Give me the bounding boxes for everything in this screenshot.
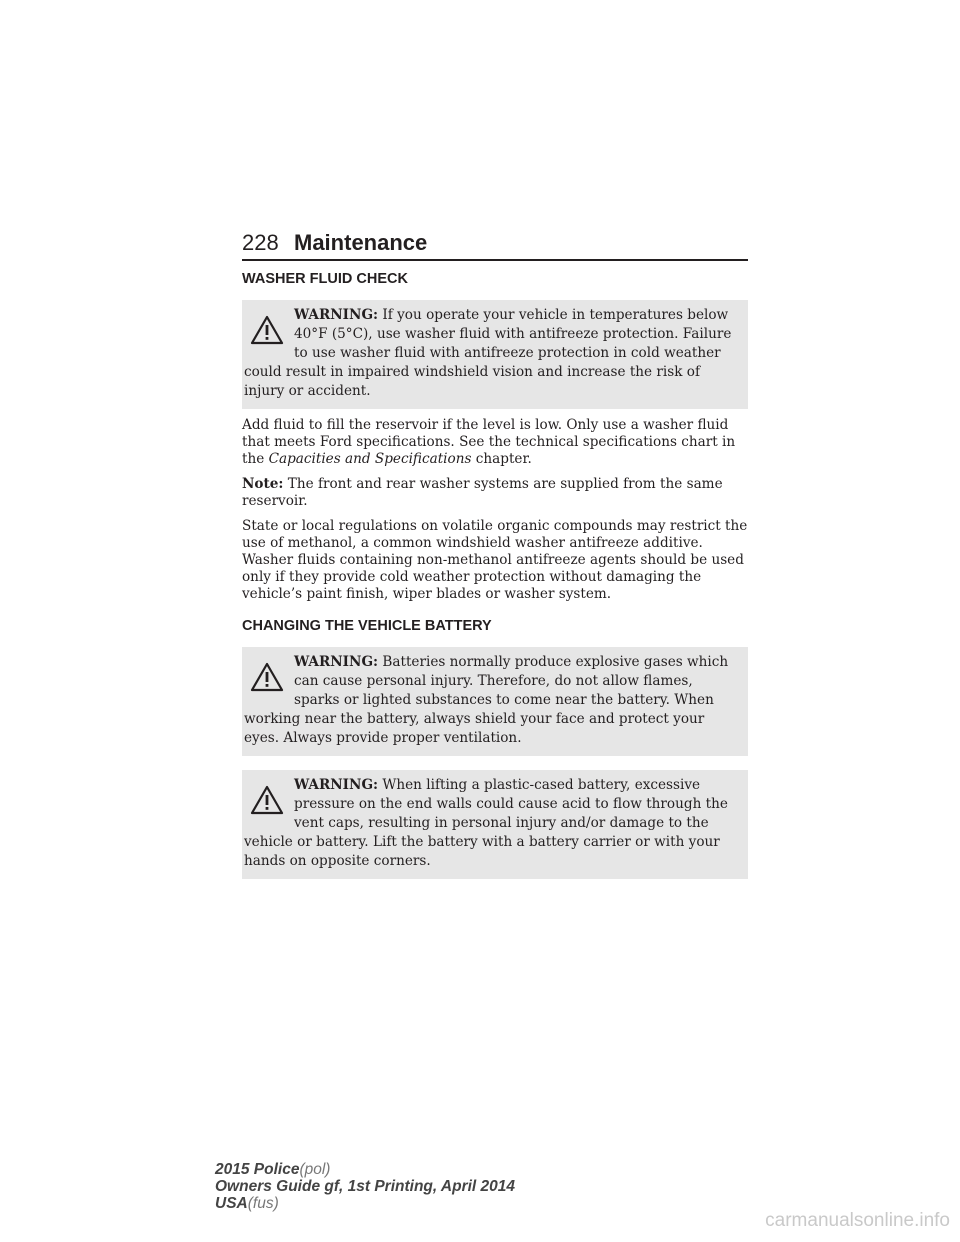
- warning-label: WARNING:: [294, 307, 379, 323]
- paragraph-regulations: State or local regulations on volatile organic compounds may restrict the use of methanol, a common windshield washer antifreeze additive. Washer fluids containing non-methanol antifreeze agents should be used only if they provide cold weather protection without damaging the vehicle’s paint finish, wiper blades or washer system.: [242, 518, 748, 602]
- footer-line-guide: Owners Guide gf, 1st Printing, April 2014: [215, 1178, 516, 1195]
- footer-line-market: [215, 1195, 515, 1212]
- warning-triangle-icon: [250, 785, 284, 815]
- warning-box-battery-gases: [242, 647, 748, 756]
- warning-box-battery-lifting: [242, 770, 748, 879]
- header-rule: [242, 259, 748, 261]
- paragraph-text: Add fluid to fill the reservoir if the level is low. Only use a washer fluid that meets Ford specifications. See the technical specifications chart in the: [242, 417, 736, 467]
- paragraph-add-fluid: [242, 417, 748, 468]
- warning-triangle-icon: [250, 315, 284, 345]
- footer-line-model: [215, 1161, 515, 1178]
- note-paragraph: [242, 476, 748, 510]
- warning-label: WARNING:: [294, 777, 379, 793]
- warning-triangle-icon: [250, 662, 284, 692]
- section-title-battery: CHANGING THE VEHICLE BATTERY: [242, 618, 492, 634]
- footer-model-code: (pol): [299, 1161, 331, 1178]
- page-content: [242, 270, 748, 879]
- footer-market: USA: [215, 1195, 248, 1212]
- footer-market-code: (fus): [247, 1195, 279, 1212]
- warning-text: If you operate your vehicle in temperatures below 40°F (5°C), use washer fluid with antifreeze protection. Failure to use washer fluid with antifreeze protection in cold weather could result in impaired windshield vision and increase the risk of injury or accident.: [244, 307, 732, 399]
- warning-text: Batteries normally produce explosive gases which can cause personal injury. Therefore, do not allow flames, sparks or lighted substances to come near the battery. When working near the battery, always shield your face and protect your eyes. Always provide proper ventilation.: [244, 654, 729, 746]
- note-label: Note:: [242, 476, 284, 492]
- watermark: carmanualsonline.info: [765, 1210, 950, 1231]
- print-footer: [215, 1161, 515, 1212]
- section-title-washer-fluid: WASHER FLUID CHECK: [242, 271, 408, 287]
- warning-label: WARNING:: [294, 654, 379, 670]
- warning-text: When lifting a plastic-cased battery, excessive pressure on the end walls could cause acid to flow through the vent caps, resulting in personal injury and/or damage to the vehicle or battery. Lift the battery with a battery carrier or with your hands on opposite corners.: [244, 777, 728, 869]
- page-number: 228: [242, 230, 279, 255]
- footer-model: 2015 Police: [215, 1161, 300, 1178]
- chapter-title: Maintenance: [294, 230, 428, 255]
- note-text: The front and rear washer systems are supplied from the same reservoir.: [242, 476, 723, 509]
- paragraph-text: chapter.: [475, 451, 532, 467]
- page-header: [242, 229, 748, 261]
- chapter-reference: Capacities and Specifications: [268, 451, 472, 467]
- warning-box-washer: [242, 300, 748, 409]
